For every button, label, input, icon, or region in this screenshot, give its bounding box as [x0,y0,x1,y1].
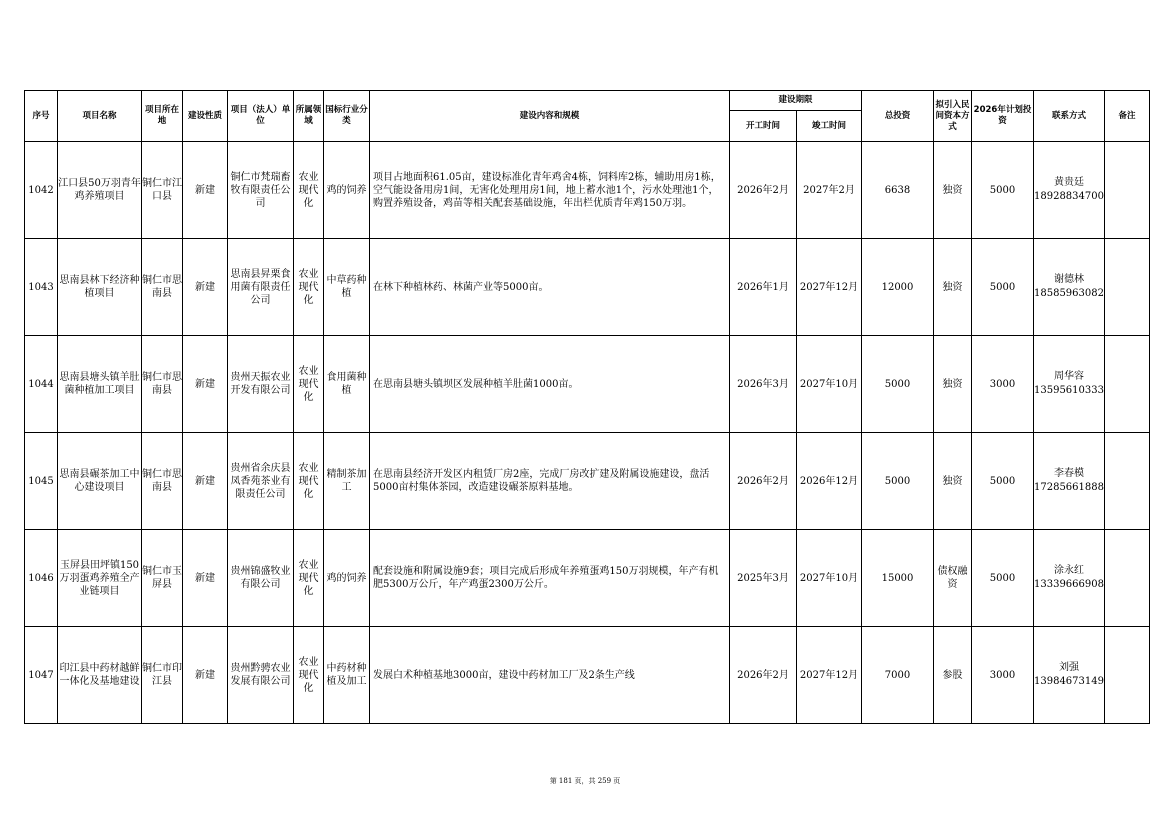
cell-contact [1034,530,1105,627]
cell-seq: 1046 [25,530,58,627]
cell-remark [1105,530,1150,627]
cell-field: 农业现代化 [294,627,324,724]
cell-industry: 中草药种植 [324,239,370,336]
cell-name: 江口县50万羽青年鸡养殖项目 [58,142,142,239]
cell-industry: 鸡的饲养 [324,142,370,239]
cell-end: 2027年2月 [797,142,862,239]
cell-location: 铜仁市玉屏县 [142,530,183,627]
cell-industry: 鸡的饲养 [324,530,370,627]
header-location: 项目所在地 [142,91,183,142]
cell-capital: 独资 [934,336,972,433]
cell-remark [1105,336,1150,433]
header-row-top [25,91,1150,111]
cell-name: 印江县中药材越鲜一体化及基地建设 [58,627,142,724]
header-name: 项目名称 [58,91,142,142]
header-content: 建设内容和规模 [370,91,730,142]
cell-location: 铜仁市思南县 [142,336,183,433]
cell-plan: 5000 [972,239,1034,336]
cell-end: 2027年10月 [797,336,862,433]
cell-end: 2027年12月 [797,627,862,724]
cell-remark [1105,142,1150,239]
cell-content: 项目占地面积61.05亩，建设标准化青年鸡舍4栋，饲料库2栋，辅助用房1栋，空气能设备用房1间，无害化处理用房1间，地上蓄水池1个，污水处理池1个，购置养殖设备，鸡苗等相关配套基础设施，年出栏优质青年鸡150万羽。 [370,142,730,239]
cell-remark [1105,433,1150,530]
cell-unit: 铜仁市梵瑞畜牧有限责任公司 [228,142,294,239]
contact-name: 黄贵廷 [1054,177,1084,188]
cell-field: 农业现代化 [294,336,324,433]
cell-contact [1034,239,1105,336]
header-seq: 序号 [25,91,58,142]
cell-content: 在林下种植林药、林菌产业等5000亩。 [370,239,730,336]
header-field: 所属领域 [294,91,324,142]
cell-nature: 新建 [183,239,228,336]
cell-name: 思南县林下经济种植项目 [58,239,142,336]
table-row [25,336,1150,433]
cell-content: 配套设施和附属设施9套；项目完成后形成年养殖蛋鸡150万羽规模，年产有机肥5300万公斤，年产鸡蛋2300万公斤。 [370,530,730,627]
table-body [25,142,1150,724]
cell-content: 在思南县塘头镇坝区发展种植羊肚菌1000亩。 [370,336,730,433]
cell-plan: 3000 [972,627,1034,724]
cell-start: 2026年2月 [730,142,797,239]
cell-name: 思南县塘头镇羊肚菌种植加工项目 [58,336,142,433]
cell-remark [1105,239,1150,336]
table-row [25,239,1150,336]
cell-plan: 5000 [972,433,1034,530]
contact-name: 谢德林 [1054,274,1084,285]
contact-name: 李春模 [1054,468,1084,479]
header-contact: 联系方式 [1034,91,1105,142]
cell-contact [1034,336,1105,433]
cell-capital: 参股 [934,627,972,724]
header-industry: 国标行业分类 [324,91,370,142]
header-start: 开工时间 [730,111,797,142]
cell-end: 2027年12月 [797,239,862,336]
cell-unit: 贵州省余庆县凤香苑茶业有限责任公司 [228,433,294,530]
cell-start: 2026年2月 [730,433,797,530]
cell-location: 铜仁市印江县 [142,627,183,724]
cell-name: 思南县碾茶加工中心建设项目 [58,433,142,530]
header-period: 建设期限 [730,91,862,111]
cell-field: 农业现代化 [294,433,324,530]
cell-contact [1034,142,1105,239]
cell-content: 在思南县经济开发区内租赁厂房2座，完成厂房改扩建及附属设施建设，盘活5000亩村集体茶园，改造建设碾茶原料基地。 [370,433,730,530]
cell-total: 5000 [862,336,934,433]
cell-location: 铜仁市思南县 [142,239,183,336]
cell-nature: 新建 [183,433,228,530]
cell-seq: 1044 [25,336,58,433]
cell-unit: 贵州锦盛牧业有限公司 [228,530,294,627]
cell-total: 7000 [862,627,934,724]
cell-remark [1105,627,1150,724]
cell-seq: 1047 [25,627,58,724]
cell-total: 6638 [862,142,934,239]
contact-phone: 13595610333 [1034,385,1104,396]
cell-seq: 1043 [25,239,58,336]
cell-unit: 贵州天振农业开发有限公司 [228,336,294,433]
cell-plan: 3000 [972,336,1034,433]
project-table [24,90,1150,724]
cell-field: 农业现代化 [294,239,324,336]
cell-seq: 1042 [25,142,58,239]
cell-industry: 精制茶加工 [324,433,370,530]
contact-phone: 18585963082 [1034,288,1104,299]
cell-industry: 中药材种植及加工 [324,627,370,724]
cell-total: 15000 [862,530,934,627]
cell-unit: 贵州黔骋农业发展有限公司 [228,627,294,724]
cell-capital: 债权融资 [934,530,972,627]
header-capital: 拟引入民间资本方式 [934,91,972,142]
contact-phone: 17285661888 [1034,482,1104,493]
cell-contact [1034,433,1105,530]
table-row [25,433,1150,530]
contact-phone: 13339666908 [1034,579,1104,590]
cell-plan: 5000 [972,530,1034,627]
table-row [25,142,1150,239]
cell-plan: 5000 [972,142,1034,239]
cell-start: 2026年1月 [730,239,797,336]
cell-industry: 食用菌种植 [324,336,370,433]
header-end: 竣工时间 [797,111,862,142]
contact-phone: 13984673149 [1034,676,1104,687]
contact-name: 刘强 [1059,662,1079,673]
header-remark: 备注 [1105,91,1150,142]
cell-capital: 独资 [934,239,972,336]
cell-nature: 新建 [183,627,228,724]
cell-content: 发展白术种植基地3000亩，建设中药材加工厂及2条生产线 [370,627,730,724]
page-footer: 第 181 页，共 259 页 [549,777,621,785]
cell-start: 2025年3月 [730,530,797,627]
header-nature: 建设性质 [183,91,228,142]
cell-location: 铜仁市思南县 [142,433,183,530]
cell-nature: 新建 [183,336,228,433]
cell-unit: 思南县昇栗食用菌有限责任公司 [228,239,294,336]
cell-total: 12000 [862,239,934,336]
cell-end: 2026年12月 [797,433,862,530]
contact-phone: 18928834700 [1034,191,1104,202]
header-total: 总投资 [862,91,934,142]
cell-location: 铜仁市江口县 [142,142,183,239]
cell-name: 玉屏县田坪镇150万羽蛋鸡养殖全产业链项目 [58,530,142,627]
table-row [25,530,1150,627]
header-unit: 项目（法人）单位 [228,91,294,142]
contact-name: 涂永红 [1054,565,1084,576]
cell-start: 2026年2月 [730,627,797,724]
header-plan: 2026年计划投资 [972,91,1034,142]
cell-capital: 独资 [934,142,972,239]
cell-nature: 新建 [183,142,228,239]
cell-end: 2027年10月 [797,530,862,627]
cell-capital: 独资 [934,433,972,530]
cell-nature: 新建 [183,530,228,627]
cell-contact [1034,627,1105,724]
cell-field: 农业现代化 [294,530,324,627]
contact-name: 周华容 [1054,371,1084,382]
cell-start: 2026年3月 [730,336,797,433]
cell-field: 农业现代化 [294,142,324,239]
cell-seq: 1045 [25,433,58,530]
table-row [25,627,1150,724]
cell-total: 5000 [862,433,934,530]
